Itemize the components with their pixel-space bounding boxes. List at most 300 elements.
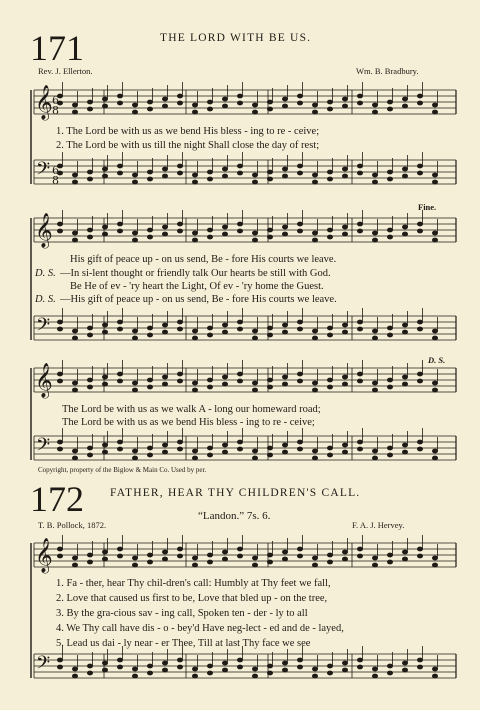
s171-1t-note [312, 110, 317, 114]
s171-1t-note [402, 97, 407, 101]
s171-3t-note [327, 385, 332, 389]
s171-3b-note [147, 446, 152, 450]
s171-2b-note [282, 323, 287, 327]
s172b-note [417, 665, 422, 669]
s171-1t-note [72, 103, 77, 107]
s171-2t-note [207, 228, 212, 232]
s171-1b-note [72, 173, 77, 177]
s171-2t-note [342, 232, 347, 236]
s172b-note [312, 674, 317, 678]
s171-2b-note [282, 330, 287, 334]
copyright: Copyright, property of the Biglow & Main Co. Used by per. [38, 466, 207, 474]
s171-2t-note [417, 222, 422, 226]
s171-1b-note [297, 164, 302, 168]
s171-3b-note [402, 450, 407, 454]
s171-1b-note [327, 177, 332, 181]
s172t-note [387, 560, 392, 564]
s171-1t-note [252, 110, 257, 114]
ds-mark: D. S. [428, 355, 446, 365]
s171-1t-note [267, 107, 272, 111]
s171-1b-note [372, 180, 377, 184]
s172t-note [117, 554, 122, 558]
s171-2b-note [177, 320, 182, 324]
s172t-note [327, 553, 332, 557]
s171-2b-note [387, 326, 392, 330]
s171-3t-note [327, 378, 332, 382]
s171-3t-note [357, 379, 362, 383]
s172b-note [372, 667, 377, 671]
s171-1b-note [207, 170, 212, 174]
s171-3b-note [252, 449, 257, 453]
s171-1t-note [342, 104, 347, 108]
s172t-note [102, 550, 107, 554]
s172b-note [252, 674, 257, 678]
s171-1b-note [312, 180, 317, 184]
s171-1t-note [102, 97, 107, 101]
s171-3b-note [342, 443, 347, 447]
lyric-171-s1-v2: 2. The Lord be with us till the night Shall close the day of rest; [56, 140, 320, 151]
s171-3t-note [297, 379, 302, 383]
s171-1b-note [102, 167, 107, 171]
s171-3t-note [297, 372, 302, 376]
s171-2b-note [147, 333, 152, 337]
s171-1t-note [432, 103, 437, 107]
s171-1t-note [372, 110, 377, 114]
s172t-note [237, 554, 242, 558]
author-171: Rev. J. Ellerton. [38, 66, 93, 76]
s171-3t-note [432, 388, 437, 392]
s171-2t-note [132, 238, 137, 242]
s171-2t-note [402, 225, 407, 229]
s171-1t-note [237, 94, 242, 98]
s171-2t-note [222, 225, 227, 229]
s171-2b-note [207, 333, 212, 337]
s171-1t-note [177, 101, 182, 105]
s171-1t-note [432, 110, 437, 114]
s171-2t-note [312, 238, 317, 242]
s172b-note [342, 661, 347, 665]
s171-1b-note [282, 174, 287, 178]
s172b-note [192, 674, 197, 678]
s171-3b-note [132, 449, 137, 453]
s171-3b-note [237, 440, 242, 444]
s172b-note [87, 664, 92, 668]
s171-2t-note [87, 228, 92, 232]
lyric-171-s2-l1: His gift of peace up - on us send, Be - fore His courts we leave. [70, 254, 337, 265]
s171-3t-note [177, 379, 182, 383]
s172b-note [327, 671, 332, 675]
s171-1b-note [162, 174, 167, 178]
s171-3t-note [162, 375, 167, 379]
s171-3t-note [117, 372, 122, 376]
s171-3b-note [372, 456, 377, 460]
s171-3t-note [417, 379, 422, 383]
s171-2b-note [102, 330, 107, 334]
s171-1b-note [147, 170, 152, 174]
s172t-note [162, 557, 167, 561]
s171-1t-note [207, 107, 212, 111]
bass-clef-icon: 𝄢 [36, 653, 51, 678]
s171-3b-note [252, 456, 257, 460]
s171-1t-note [87, 100, 92, 104]
s171-2t-note [117, 222, 122, 226]
s171-3t-note [267, 378, 272, 382]
s171-1b-note [72, 180, 77, 184]
s171-3t-note [72, 388, 77, 392]
s171-2t-note [357, 222, 362, 226]
s171-1b-note [417, 171, 422, 175]
s171-1b-note [312, 173, 317, 177]
s171-2t-note [297, 229, 302, 233]
lyric-171-s1-v1: 1. The Lord be with us as we bend His bless - ing to re - ceive; [56, 126, 320, 137]
s171-2b-note [252, 329, 257, 333]
s172b-note [162, 661, 167, 665]
s172t-note [312, 563, 317, 567]
s171-1b-note [237, 164, 242, 168]
s171-2b-note [207, 326, 212, 330]
s171-1t-note [402, 104, 407, 108]
s171-2t-note [387, 235, 392, 239]
lyric-172-v1: 1. Fa - ther, hear Thy chil-dren's call: Humbly at Thy feet we fall, [56, 578, 331, 589]
s171-3t-note [207, 378, 212, 382]
s171-1t-note [327, 107, 332, 111]
s171-2t-note [312, 231, 317, 235]
s171-3b-note [267, 446, 272, 450]
s171-3t-note [162, 382, 167, 386]
s171-3b-note [297, 440, 302, 444]
s171-3b-note [147, 453, 152, 457]
s172t-note [267, 560, 272, 564]
s172b-note [102, 661, 107, 665]
s171-2t-note [192, 238, 197, 242]
s172t-note [87, 560, 92, 564]
s172t-note [252, 563, 257, 567]
s172b-note [192, 667, 197, 671]
hymn-title-171: THE LORD WITH BE US. [160, 32, 312, 44]
composer-171: Wm. B. Bradbury. [356, 66, 419, 76]
s171-2t-note [57, 229, 62, 233]
s171-3b-note [357, 447, 362, 451]
s171-1t-note [162, 97, 167, 101]
s171-3b-note [342, 450, 347, 454]
s171-1b-note [342, 167, 347, 171]
s171-2t-note [207, 235, 212, 239]
s172t-note [72, 563, 77, 567]
s171-2t-note [117, 229, 122, 233]
s171-1t-note [417, 94, 422, 98]
s171-1b-note [282, 167, 287, 171]
s171-1t-note [417, 101, 422, 105]
s171-3b-note [117, 447, 122, 451]
bass-clef-icon: 𝄢 [36, 435, 51, 460]
s171-1t-note [342, 97, 347, 101]
s171-1t-note [117, 94, 122, 98]
s171-2b-note [72, 329, 77, 333]
s171-1b-note [132, 180, 137, 184]
s171-2t-note [237, 229, 242, 233]
s171-2b-note [57, 327, 62, 331]
s171-3t-note [132, 388, 137, 392]
s171-1t-note [252, 103, 257, 107]
s171-1b-note [117, 171, 122, 175]
s171-2b-note [357, 327, 362, 331]
s171-1b-note [207, 177, 212, 181]
s171-1b-note [402, 167, 407, 171]
lyric-172-v4: 4. We Thy call have dis - o - bey'd Have neg-lect - ed and de - layed, [56, 623, 344, 634]
s172t-note [162, 550, 167, 554]
s172t-note [267, 553, 272, 557]
s171-3b-note [327, 446, 332, 450]
s171-3t-note [357, 372, 362, 376]
s171-1b-note [342, 174, 347, 178]
s171-1b-note [162, 167, 167, 171]
s171-3t-note [177, 372, 182, 376]
s172t-note [402, 550, 407, 554]
s172t-note [402, 557, 407, 561]
s171-3b-note [162, 450, 167, 454]
s172b-note [72, 674, 77, 678]
s171-3b-note [72, 449, 77, 453]
s171-3b-note [207, 446, 212, 450]
s171-2t-note [327, 235, 332, 239]
s171-1b-note [102, 174, 107, 178]
s171-2t-note [57, 222, 62, 226]
s172b-note [252, 667, 257, 671]
s171-3t-note [192, 381, 197, 385]
s171-3t-note [87, 378, 92, 382]
s171-2b-note [162, 323, 167, 327]
s171-2t-note [147, 228, 152, 232]
s171-2t-note [87, 235, 92, 239]
s172b-note [282, 661, 287, 665]
s172b-note [327, 664, 332, 668]
s171-2b-note [297, 320, 302, 324]
s172b-note [297, 665, 302, 669]
s171-3b-note [222, 443, 227, 447]
s171-1b-note [252, 180, 257, 184]
s171-1t-note [147, 100, 152, 104]
s172b-note [177, 665, 182, 669]
s171-2t-note [432, 238, 437, 242]
s171-3t-note [132, 381, 137, 385]
s171-3b-note [417, 440, 422, 444]
s172t-note [357, 554, 362, 558]
s171-1b-note [297, 171, 302, 175]
s171-2b-note [327, 333, 332, 337]
bass-clef-icon: 𝄢 [36, 159, 51, 184]
fine-mark: Fine. [418, 202, 437, 212]
s171-2t-note [72, 231, 77, 235]
treble-clef-icon: 𝄞 [35, 538, 53, 573]
s171-2t-note [147, 235, 152, 239]
s171-3t-note [342, 375, 347, 379]
s171-2b-note [297, 327, 302, 331]
s171-2b-note [432, 329, 437, 333]
s172t-note [177, 554, 182, 558]
author-172: T. B. Pollock, 1872. [38, 520, 107, 530]
s172b-note [267, 671, 272, 675]
bass-clef-icon: 𝄢 [36, 315, 51, 340]
s172t-note [177, 547, 182, 551]
s171-3b-note [87, 446, 92, 450]
s171-2t-note [222, 232, 227, 236]
s171-1b-note [87, 170, 92, 174]
s171-1t-note [132, 110, 137, 114]
s171-2b-note [237, 320, 242, 324]
s171-3b-note [87, 453, 92, 457]
s171-1t-note [192, 110, 197, 114]
s171-3t-note [432, 381, 437, 385]
s172t-note [417, 547, 422, 551]
s171-2t-note [177, 222, 182, 226]
s171-2b-note [222, 330, 227, 334]
s171-1b-note [192, 173, 197, 177]
s171-1b-note [87, 177, 92, 181]
lyric-172-v3: 3. By the gra-cious sav - ing call, Spoken ten - der - ly to all [56, 608, 308, 619]
ds-label-1: D. S. [35, 268, 56, 279]
s171-3t-note [87, 385, 92, 389]
s171-3t-note [102, 375, 107, 379]
s172t-note [237, 547, 242, 551]
s171-1t-note [117, 101, 122, 105]
s171-1t-note [147, 107, 152, 111]
s171-1t-note [312, 103, 317, 107]
s171-1t-note [162, 104, 167, 108]
s171-3t-note [57, 372, 62, 376]
s172t-note [312, 556, 317, 560]
s171-3b-note [327, 453, 332, 457]
s171-3t-note [237, 379, 242, 383]
s171-3b-note [312, 449, 317, 453]
s171-2t-note [372, 231, 377, 235]
s171-3b-note [282, 450, 287, 454]
s171-1t-note [357, 94, 362, 98]
s171-2t-note [72, 238, 77, 242]
s171-1b-note [252, 173, 257, 177]
s171-2b-note [117, 327, 122, 331]
s171-3b-note [222, 450, 227, 454]
hymn-number-172: 172 [30, 479, 84, 519]
s171-2b-note [192, 336, 197, 340]
s172b-note [282, 668, 287, 672]
s171-3b-note [177, 447, 182, 451]
time-sig-top: 6 [52, 94, 59, 107]
s171-1b-note [267, 170, 272, 174]
s172t-note [132, 563, 137, 567]
s172b-note [237, 658, 242, 662]
time-sig-bottom: 8 [52, 174, 59, 187]
s172t-note [252, 556, 257, 560]
s171-2b-note [432, 336, 437, 340]
s171-2b-note [87, 333, 92, 337]
s171-1b-note [192, 180, 197, 184]
s171-1b-note [267, 177, 272, 181]
s172t-note [192, 556, 197, 560]
s171-3t-note [117, 379, 122, 383]
s171-3t-note [387, 378, 392, 382]
s171-1t-note [267, 100, 272, 104]
s172b-note [402, 668, 407, 672]
s171-1t-note [192, 103, 197, 107]
s171-2t-note [252, 231, 257, 235]
s171-3t-note [237, 372, 242, 376]
s171-3t-note [402, 382, 407, 386]
s171-1b-note [237, 171, 242, 175]
s172t-note [342, 557, 347, 561]
s171-3t-note [372, 388, 377, 392]
s171-3b-note [207, 453, 212, 457]
s171-3b-note [117, 440, 122, 444]
s172t-note [387, 553, 392, 557]
s171-3b-note [372, 449, 377, 453]
s171-1t-note [132, 103, 137, 107]
s172t-note [297, 554, 302, 558]
s172t-note [417, 554, 422, 558]
s171-2b-note [162, 330, 167, 334]
s171-2b-note [87, 326, 92, 330]
lyric-171-s3-l2: The Lord be with us as we bend His bless - ing to re - ceive; [62, 417, 315, 428]
s171-3t-note [252, 388, 257, 392]
s171-3b-note [177, 440, 182, 444]
s171-1t-note [387, 100, 392, 104]
s171-2t-note [132, 231, 137, 235]
s171-1b-note [177, 171, 182, 175]
s171-1t-note [297, 101, 302, 105]
s171-2b-note [192, 329, 197, 333]
s171-3t-note [387, 385, 392, 389]
s171-1b-note [432, 180, 437, 184]
s171-2t-note [162, 232, 167, 236]
s172t-note [72, 556, 77, 560]
s171-2b-note [417, 327, 422, 331]
s171-1t-note [102, 104, 107, 108]
s172b-note [387, 671, 392, 675]
s172b-note [132, 674, 137, 678]
s172b-note [117, 658, 122, 662]
s171-3b-note [312, 456, 317, 460]
s171-1b-note [387, 177, 392, 181]
s171-3t-note [147, 385, 152, 389]
s172t-note [132, 556, 137, 560]
s171-1t-note [327, 100, 332, 104]
s171-1t-note [297, 94, 302, 98]
s171-3b-note [387, 453, 392, 457]
s172b-note [267, 664, 272, 668]
s172b-note [387, 664, 392, 668]
s171-3b-note [282, 443, 287, 447]
hymn-title-172: FATHER, HEAR THY CHILDREN'S CALL. [110, 487, 361, 499]
lyric-172-v2: 2. Love that caused us first to be, Love that bled up - on the tree, [56, 593, 328, 604]
s171-1t-note [87, 107, 92, 111]
s172b-note [432, 667, 437, 671]
s171-2t-note [252, 238, 257, 242]
s171-3b-note [57, 440, 62, 444]
composer-172: F. A. J. Hervey. [352, 520, 405, 530]
s171-3b-note [72, 456, 77, 460]
s172b-note [417, 658, 422, 662]
s171-3b-note [387, 446, 392, 450]
s171-1b-note [372, 173, 377, 177]
s171-1b-note [222, 167, 227, 171]
s171-1t-note [282, 97, 287, 101]
s171-2b-note [267, 326, 272, 330]
s171-2t-note [162, 225, 167, 229]
s171-2t-note [267, 235, 272, 239]
s171-3t-note [312, 381, 317, 385]
s172t-note [147, 560, 152, 564]
s171-3t-note [402, 375, 407, 379]
time-sig-bottom: 8 [52, 104, 59, 117]
